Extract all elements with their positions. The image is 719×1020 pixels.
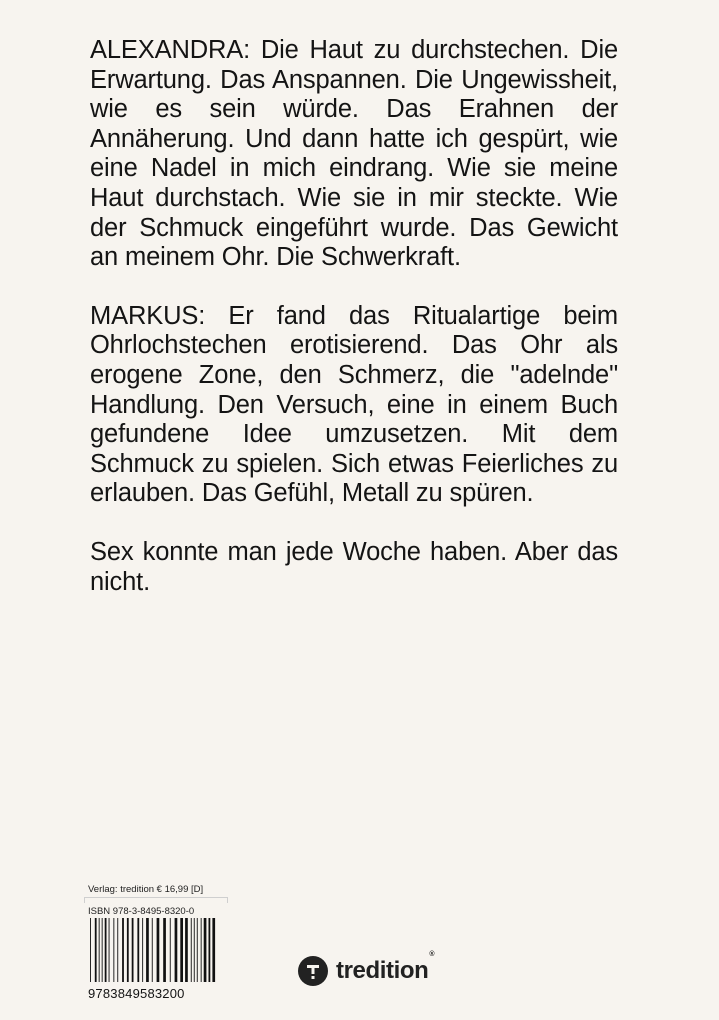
publisher-price-line: Verlag: tredition € 16,99 [D] [88,884,204,895]
barcode-icon [88,918,220,982]
logo-brand-text: tredition [336,957,429,984]
imprint-divider [84,897,228,903]
blurb-paragraph-markus: MARKUS: Er fand das Ritualartige beim Ohrlochstechen erotisierend. Das Ohr als erogene Zone, den Schmerz, die "adelnde" Handlung. Den Versuch, eine in einem Buch gefundene Idee umzusetzen. Mit dem Schmuck zu spielen. Sich etwas Feierliches zu erlauben. Das Gefühl, Metall zu spüren. [90,301,618,508]
barcode-number: 9783849583200 [88,986,185,1001]
isbn-line: ISBN 978-3-8495-8320-0 [88,906,195,917]
registered-mark: ® [429,951,435,958]
back-cover-blurb [90,36,618,626]
blurb-paragraph-closing: Sex konnte man jede Woche haben. Aber das nicht. [90,537,618,596]
publisher-logo [298,951,435,986]
barcode [88,918,220,982]
blurb-paragraph-alexandra: ALEXANDRA: Die Haut zu durchstechen. Die Erwartung. Das Anspannen. Die Ungewissheit, wie es sein würde. Das Erahnen der Annäherung. Und dann hatte ich gespürt, wie eine Nadel in mich eindrang. Wie sie meine Haut durchstach. Wie sie in mir steckte. Wie der Schmuck eingeführt wurde. Das Gewicht an meinem Ohr. Die Schwerkraft. [90,36,618,272]
logo-wordmark [336,951,435,985]
tredition-logo-icon [298,956,328,986]
